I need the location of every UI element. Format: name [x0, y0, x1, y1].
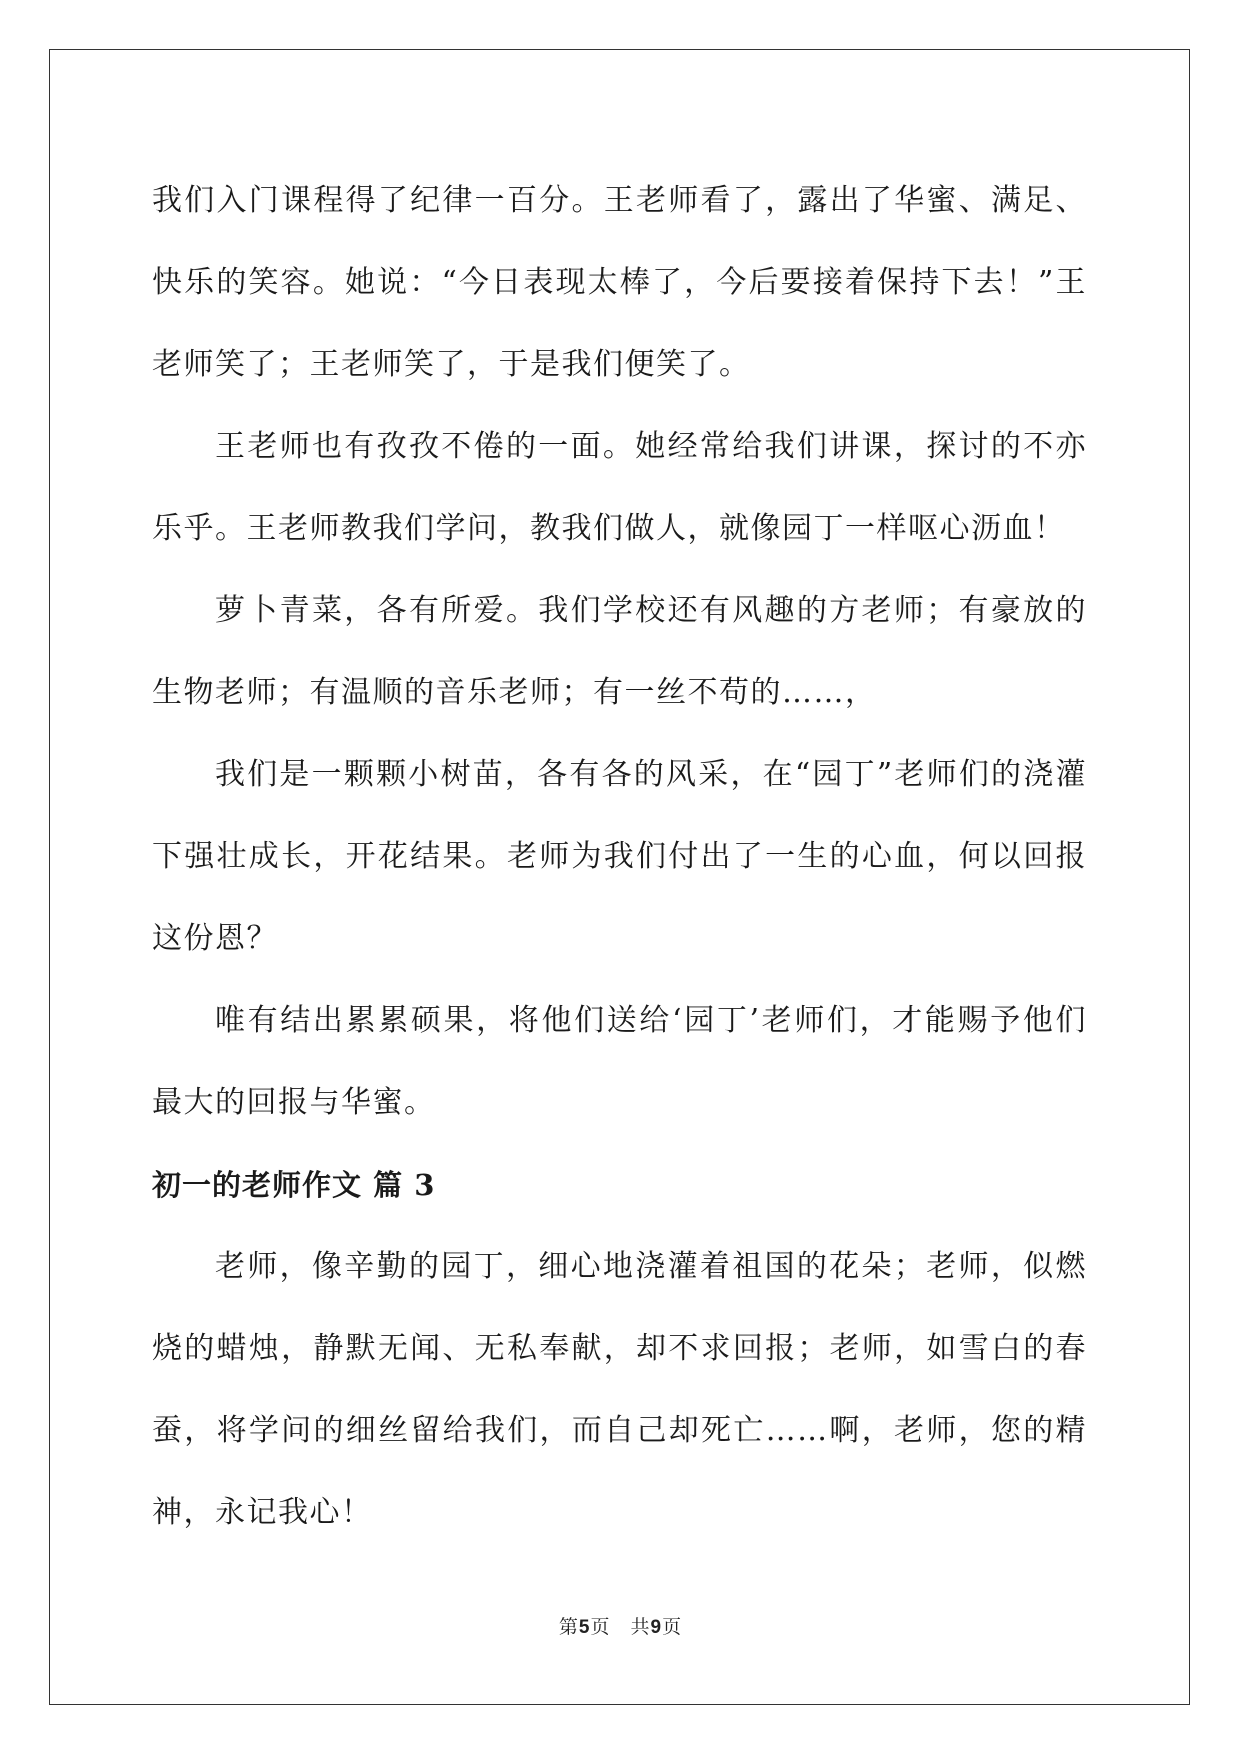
page-prefix: 第 [558, 1616, 579, 1638]
paragraph-4: 我们是一颗颗小树苗，各有各的风采，在“园丁”老师们的浇灌下强壮成长，开花结果。老师为我们付出了一生的心血，何以回报这份恩？ [152, 757, 1087, 956]
paragraph-5: 唯有结出累累硕果，将他们送给‘园丁’老师们，才能赐予他们最大的回报与华蜜。 [152, 1003, 1087, 1120]
page-suffix: 页 [590, 1616, 611, 1638]
paragraph-6: 老师，像辛勤的园丁，细心地浇灌着祖国的花朵；老师，似燃烧的蜡烛，静默无闻、无私奉献，却不求回报；老师，如雪白的春蚕，将学问的细丝留给我们，而自己却死亡……啊，老师，您的精神，永记我心！ [152, 1249, 1087, 1530]
document-body [152, 160, 1087, 1554]
total-suffix: 页 [662, 1616, 683, 1638]
page-number: 5 [578, 1617, 591, 1638]
paragraph-1: 我们入门课程得了纪律一百分。王老师看了，露出了华蜜、满足、快乐的笑容。她说：“今日表现太棒了，今后要接着保持下去！”王老师笑了；王老师笑了，于是我们便笑了。 [152, 183, 1087, 382]
paragraph-3: 萝卜青菜，各有所爱。我们学校还有风趣的方老师；有豪放的生物老师；有温顺的音乐老师；有一丝不苟的……， [152, 593, 1087, 710]
paragraph-2: 王老师也有孜孜不倦的一面。她经常给我们讲课，探讨的不亦乐乎。王老师教我们学问，教我们做人，就像园丁一样呕心沥血！ [152, 429, 1087, 546]
section-heading: 初一的老师作文 篇 3 [152, 1168, 436, 1202]
total-prefix: 共 [630, 1616, 651, 1638]
page-footer [0, 1612, 1241, 1639]
total-pages: 9 [650, 1617, 663, 1638]
